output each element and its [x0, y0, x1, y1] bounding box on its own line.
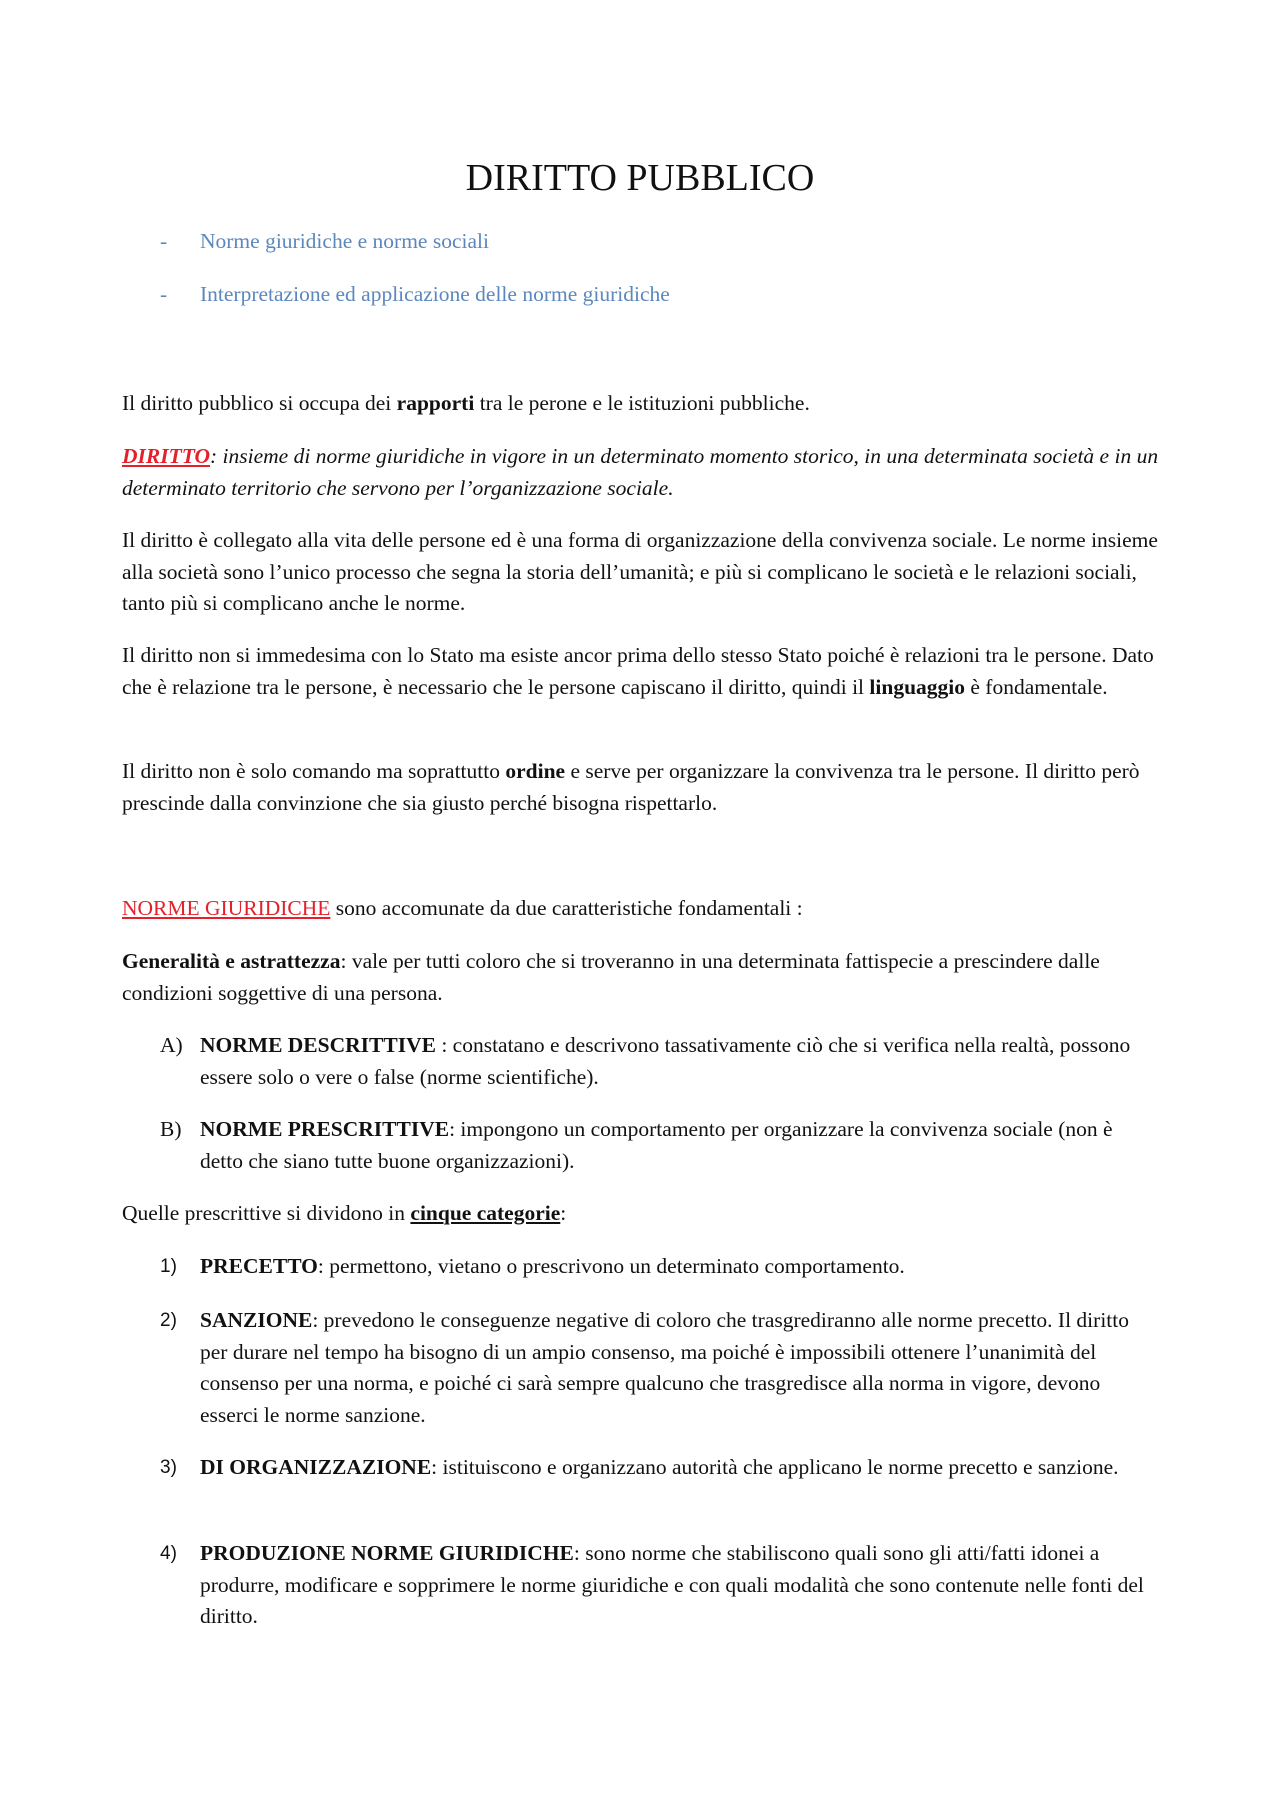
paragraph-categorie	[122, 1198, 1162, 1230]
list-text: : prevedono le conseguenze negative di coloro che trasgrediranno alle norme precetto. Il diritto per durare nel tempo ha bisogno di un ampio consenso, ma poiché è impossibili ottenere l’unanimità del consenso per una norma, e poiché ci sarà sempre qualcuno che trasgredisce alla norma in vigore, devono esserci le norme sanzione.	[200, 1308, 1129, 1427]
toc-dash: -	[160, 282, 168, 306]
paragraph-generalita	[122, 946, 1162, 1009]
text: Il diritto non si immedesima con lo Stato ma esiste ancor prima dello stesso Stato poiché è relazioni tra le persone. Dato che è relazione tra le persone, è necessario che le persone capiscano il diritto, quindi il	[122, 643, 1154, 699]
bold-term: ordine	[505, 759, 566, 783]
text: : vale per tutti coloro che si troveranno in una determinata fattispecie a prescindere dalle condizioni soggettive di una persona.	[122, 949, 1100, 1005]
toc-label: Norme giuridiche e norme sociali	[200, 229, 489, 253]
paragraph-4	[122, 640, 1162, 703]
toc-label: Interpretazione ed applicazione delle norme giuridiche	[200, 282, 670, 306]
list-text: : istituiscono e organizzano autorità che applicano le norme precetto e sanzione.	[431, 1455, 1119, 1479]
text: e serve per organizzare la convivenza tra le persone. Il diritto però prescinde dalla convinzione che sia giusto perché bisogna rispettarlo.	[122, 759, 1140, 815]
list-text: : impongono un comportamento per organizzare la convivenza sociale (non è detto che siano tutte buone organizzazioni).	[200, 1117, 1113, 1173]
bold-term: linguaggio	[869, 674, 966, 699]
numbered-list-item	[160, 1452, 1160, 1484]
list-term: DI ORGANIZZAZIONE	[200, 1455, 432, 1479]
text: Quelle prescrittive si dividono in	[122, 1201, 411, 1225]
toc-item	[160, 279, 670, 309]
list-marker: B)	[160, 1117, 182, 1141]
paragraph-definition	[122, 441, 1162, 504]
numbered-list-item	[160, 1538, 1160, 1633]
text: Il diritto non è solo comando ma soprattutto	[122, 759, 506, 783]
list-term: PRECETTO	[200, 1254, 318, 1278]
list-marker: 1)	[160, 1256, 177, 1277]
list-term: SANZIONE	[200, 1308, 313, 1332]
list-text: : sono norme che stabiliscono quali sono gli atti/fatti idonei a produrre, modificare e sopprimere le norme giuridiche e con quali modalità che sono contenute nelle fonti del diritto.	[200, 1541, 1144, 1628]
paragraph-5	[122, 756, 1162, 819]
list-term: NORME PRESCRITTIVE	[200, 1117, 450, 1141]
numbered-list-item	[160, 1251, 1160, 1283]
list-text: : constatano e descrivono tassativamente ciò che si verifica nella realtà, possono essere solo o vere o false (norme scientifiche).	[200, 1033, 1131, 1089]
definition-text: : insieme di norme giuridiche in vigore in un determinato momento storico, in una determinata società e in un determinato territorio che servono per l’organizzazione sociale.	[122, 444, 1159, 500]
text: sono accomunate da due caratteristiche fondamentali :	[330, 896, 803, 920]
text: tra le perone e le istituzioni pubbliche.	[474, 391, 810, 415]
bold-term: Generalità e astrattezza	[122, 949, 341, 973]
toc-dash: -	[160, 229, 168, 253]
list-text: : permettono, vietano o prescrivono un determinato comportamento.	[317, 1254, 905, 1278]
list-marker: 3)	[160, 1457, 177, 1478]
numbered-list-item	[160, 1305, 1160, 1431]
lettered-list-item	[160, 1030, 1160, 1093]
text: Il diritto pubblico si occupa dei	[122, 391, 397, 415]
text: :	[560, 1201, 567, 1225]
definition-term: DIRITTO	[122, 444, 211, 468]
paragraph-norme-heading	[122, 893, 1162, 925]
bold-term: rapporti	[396, 391, 475, 415]
paragraph-3: Il diritto è collegato alla vita delle persone ed è una forma di organizzazione della convivenza sociale. Le norme insieme alla società sono l’unico processo che segna la storia dell’umanità; e più si complicano le società e le relazioni sociali, tanto più si complicano anche le norme.	[122, 528, 1158, 615]
list-marker: A)	[160, 1033, 183, 1057]
text: è fondamentale.	[965, 674, 1108, 699]
list-term: PRODUZIONE NORME GIURIDICHE	[200, 1541, 574, 1565]
lettered-list-item	[160, 1114, 1160, 1177]
list-marker: 4)	[160, 1543, 177, 1564]
page-title: DIRITTO PUBBLICO	[465, 157, 815, 199]
paragraph-intro	[122, 388, 1162, 420]
toc-item	[160, 226, 489, 256]
section-term: NORME GIURIDICHE	[122, 896, 331, 920]
bold-underline-term: cinque categorie	[410, 1201, 561, 1225]
list-marker: 2)	[160, 1310, 177, 1331]
list-term: NORME DESCRITTIVE	[200, 1033, 436, 1057]
